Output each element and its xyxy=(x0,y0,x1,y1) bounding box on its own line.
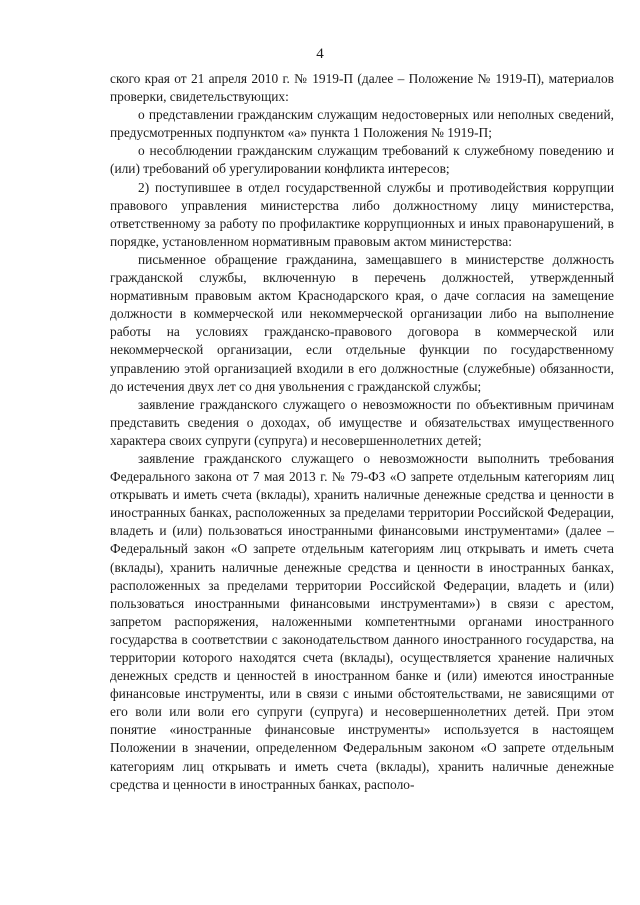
paragraph-item-2: 2) поступившее в отдел государственной службы и противодействия коррупции правового управления министерства либо должностному лицу министерства, ответственному за работу по профилактике коррупционных и иных правонарушений, в порядке, установленном нормативным правовым актом министерства: xyxy=(110,179,614,249)
paragraph-continuation: ского края от 21 апреля 2010 г. № 1919-П (далее – Положение № 1919-П), материалов проверки, свидетельствующих: xyxy=(110,71,614,105)
paragraph-conduct-noncompliance: о несоблюдении гражданским служащим требований к служебному поведению и (или) требований об урегулировании конфликта интересов; xyxy=(110,143,614,177)
paragraph-foreign-accounts: заявление гражданского служащего о невозможности выполнить требования Федерального закона от 7 мая 2013 г. № 79-ФЗ «О запрете отдельным категориям лиц открывать и иметь счета (вклады), хранить наличные денежные средства и ценности в иностранных банках, расположенных за пределами территории Российской Федерации, владеть и (или) пользоваться иностранными финансовыми инструментами» (далее – Федеральный закон «О запрете отдельным категориям лиц открывать и иметь счета (вклады), хранить наличные денежные средства и ценности в иностранных банках, расположенных за пределами территории Российской Федерации, владеть и (или) пользоваться иностранными финансовыми инструментами») в связи с арестом, запретом распоряжения, наложенными компетентными органами иностранного государства в соответствии с законодательством данного иностранного государства, на территории которого находятся счета (вклады), осуществляется хранение наличных денежных средств и ценностей в иностранном банке и (или) имеются иностранные финансовые инструменты, или в связи с иными обстоятельствами, не зависящими от его воли или воли его супруги (супруга) и несовершеннолетних детей. При этом понятие «иностранные финансовые инструменты» используется в настоящем Положении в значении, определенном Федеральным законом «О запрете отдельным категориям лиц открывать и иметь счета (вклады), хранить наличные денежные средства и ценности в иностранных банках, располо- xyxy=(110,450,614,792)
paragraph-income-statement: заявление гражданского служащего о невозможности по объективным причинам представить сведения о доходах, об имуществе и обязательствах имущественного характера своих супруги (супруга) и несовершеннолетних детей; xyxy=(110,396,614,448)
page-number: 4 xyxy=(316,46,324,62)
document-body xyxy=(110,70,614,794)
paragraph-citizen-appeal: письменное обращение гражданина, замещавшего в министерстве должность гражданской службы, включенную в перечень должностей, утвержденный нормативным правовым актом Краснодарского края, о даче согласия на замещение должности в коммерческой или некоммерческой организации либо на выполнение работы на условиях гражданско-правового договора в коммерческой или некоммерческой организации, если отдельные функции по государственному управлению этой организацией входили в его должностные (служебные) обязанности, до истечения двух лет со дня увольнения с гражданской службы; xyxy=(110,251,614,394)
paragraph-false-information: о представлении гражданским служащим недостоверных или неполных сведений, предусмотренных подпунктом «а» пункта 1 Положения № 1919-П; xyxy=(110,107,614,141)
